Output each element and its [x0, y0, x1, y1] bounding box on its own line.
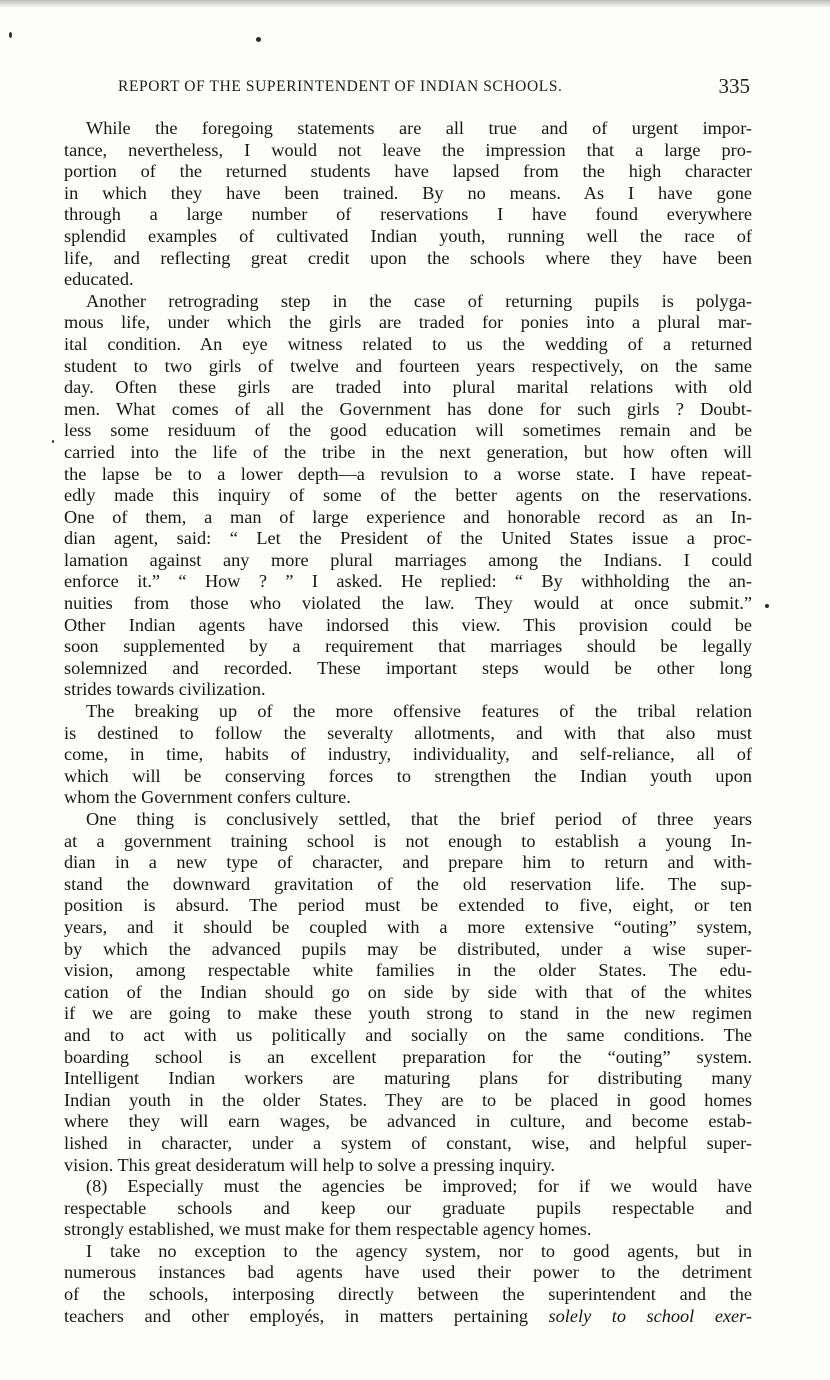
- line-text: dian agent, said: “ Let the President of the United States issue a proc-: [64, 528, 752, 549]
- line-text: solemnized and recorded. These important steps would be other long: [64, 657, 752, 678]
- text-line: [64, 917, 752, 939]
- line-text: dian in a new type of character, and prepare him to return and with-: [64, 852, 752, 873]
- text-line: [64, 679, 752, 701]
- line-text: and to act with us politically and socially on the same conditions. The: [64, 1024, 752, 1045]
- text-line: [64, 1241, 752, 1263]
- line-text: where they will earn wages, be advanced in culture, and become estab-: [64, 1111, 752, 1132]
- text-line: [64, 399, 752, 421]
- line-text: boarding school is an excellent preparation for the “outing” system.: [64, 1046, 752, 1067]
- paragraph: [64, 1176, 752, 1241]
- text-line: [64, 1219, 752, 1241]
- scan-speck: [52, 440, 54, 443]
- text-line: [64, 291, 752, 313]
- paragraph: [64, 291, 752, 701]
- text-line: [64, 787, 752, 809]
- text-line: [64, 312, 752, 334]
- text-line: [64, 1133, 752, 1155]
- paragraph: [64, 701, 752, 809]
- line-text: day. Often these girls are traded into plural marital relations with old: [64, 377, 752, 398]
- text-line: [64, 485, 752, 507]
- text-line: [64, 960, 752, 982]
- text-line: [64, 377, 752, 399]
- text-line: [64, 183, 752, 205]
- text-line: [64, 982, 752, 1004]
- line-text: numerous instances bad agents have used their power to the detriment: [64, 1262, 752, 1283]
- line-text: enforce it.” “ How ? ” I asked. He replied: “ By withholding the an-: [64, 571, 752, 592]
- text-line: [64, 1003, 752, 1025]
- line-text: nuities from those who violated the law. They would at once submit.”: [64, 593, 752, 614]
- text-line: [64, 1155, 752, 1177]
- text-line: [64, 1090, 752, 1112]
- scan-speck: [256, 37, 261, 42]
- paragraph: [64, 1241, 752, 1327]
- line-text: at a government training school is not enough to establish a young In-: [64, 830, 752, 851]
- text-line: [64, 161, 752, 183]
- text-line: [64, 593, 752, 615]
- line-text: vision, among respectable white families in the older States. The edu-: [64, 960, 752, 981]
- line-text: men. What comes of all the Government has done for such girls ? Doubt-: [64, 398, 752, 419]
- line-text: vision. This great desideratum will help to solve a pressing inquiry.: [64, 1154, 555, 1175]
- line-text: splendid examples of cultivated Indian youth, running well the race of: [64, 225, 752, 246]
- text-line: [64, 1068, 752, 1090]
- paragraph: [64, 118, 752, 291]
- text-line: [64, 507, 752, 529]
- line-text: portion of the returned students have lapsed from the high character: [64, 161, 752, 182]
- scan-speck: [9, 32, 12, 38]
- line-text: soon supplemented by a requirement that marriages should be legally: [64, 636, 752, 657]
- line-text: whom the Government confers culture.: [64, 787, 351, 808]
- line-text: strongly established, we must make for them respectable agency homes.: [64, 1219, 592, 1240]
- text-line: [64, 1047, 752, 1069]
- line-text: Intelligent Indian workers are maturing plans for distributing many: [64, 1068, 752, 1089]
- line-text: edly made this inquiry of some of the better agents on the reservations.: [64, 485, 752, 506]
- paragraph: [64, 809, 752, 1176]
- line-text: teachers and other employés, in matters pertaining: [64, 1305, 528, 1326]
- line-text: Other Indian agents have indorsed this view. This provision could be: [64, 614, 752, 635]
- line-text: ital condition. An eye witness related to us the wedding of a returned: [64, 333, 752, 354]
- line-text: in which they have been trained. By no means. As I have gone: [64, 182, 752, 203]
- line-text: by which the advanced pupils may be distributed, under a wise super-: [64, 938, 752, 959]
- scan-speck: [765, 604, 769, 608]
- text-line: [64, 1284, 752, 1306]
- line-text: The breaking up of the more offensive features of the tribal relation: [86, 701, 752, 722]
- line-text: cation of the Indian should go on side by side with that of the whites: [64, 981, 752, 1002]
- italic-text: solely to school exer-: [548, 1305, 752, 1326]
- text-line: [64, 528, 752, 550]
- text-line: [64, 356, 752, 378]
- text-line: [64, 895, 752, 917]
- text-line: [64, 1025, 752, 1047]
- line-text: lamation against any more plural marriages among the Indians. I could: [64, 549, 752, 570]
- text-line: [64, 442, 752, 464]
- text-line: [64, 1198, 752, 1220]
- scan-top-edge: [0, 0, 830, 8]
- line-text: which will be conserving forces to strengthen the Indian youth upon: [64, 765, 752, 786]
- line-text: I take no exception to the agency system, nor to good agents, but in: [86, 1240, 752, 1261]
- line-text: Another retrograding step in the case of returning pupils is polyga-: [86, 290, 752, 311]
- running-header: [118, 74, 750, 100]
- line-text: carried into the life of the tribe in the next generation, but how often will: [64, 441, 752, 462]
- text-line: [64, 1262, 752, 1284]
- text-line: [64, 550, 752, 572]
- line-text: educated.: [64, 269, 134, 290]
- text-line: [64, 744, 752, 766]
- text-line: [64, 1111, 752, 1133]
- text-line: [64, 701, 752, 723]
- line-text: is destined to follow the severalty allotments, and with that also must: [64, 722, 752, 743]
- line-text: (8) Especially must the agencies be improved; for if we would have: [86, 1176, 752, 1197]
- page-number: 335: [718, 74, 750, 98]
- line-text: years, and it should be coupled with a more extensive “outing” system,: [64, 916, 752, 937]
- line-text: of the schools, interposing directly between the superintendent and the: [64, 1284, 752, 1305]
- text-line: [64, 874, 752, 896]
- line-text: mous life, under which the girls are traded for ponies into a plural mar-: [64, 312, 752, 333]
- line-text: tance, nevertheless, I would not leave the impression that a large pro-: [64, 139, 752, 160]
- text-line: [64, 118, 752, 140]
- text-line: [64, 939, 752, 961]
- text-line: [64, 723, 752, 745]
- header-title: REPORT OF THE SUPERINTENDENT OF INDIAN SCHOOLS.: [118, 78, 563, 95]
- line-text: position is absurd. The period must be extended to five, eight, or ten: [64, 895, 752, 916]
- text-line: [64, 766, 752, 788]
- text-line: [64, 636, 752, 658]
- line-text: life, and reflecting great credit upon the schools where they have been: [64, 247, 752, 268]
- text-line: [64, 334, 752, 356]
- line-text: One thing is conclusively settled, that the brief period of three years: [86, 809, 752, 829]
- text-line: [64, 571, 752, 593]
- text-line: [64, 1176, 752, 1198]
- line-text: less some residuum of the good education will sometimes remain and be: [64, 420, 752, 441]
- text-line: [64, 248, 752, 270]
- line-text: strides towards civilization.: [64, 679, 266, 700]
- line-text: come, in time, habits of industry, individuality, and self-reliance, all of: [64, 744, 752, 765]
- text-line: [64, 809, 752, 831]
- text-line: [64, 658, 752, 680]
- line-text: the lapse be to a lower depth—a revulsion to a worse state. I have repeat-: [64, 463, 752, 484]
- text-line: [64, 420, 752, 442]
- text-line: [64, 140, 752, 162]
- line-text: stand the downward gravitation of the old reservation life. The sup-: [64, 873, 752, 894]
- text-line: [64, 615, 752, 637]
- line-text: lished in character, under a system of constant, wise, and helpful super-: [64, 1132, 752, 1153]
- text-line: [64, 204, 752, 226]
- line-text: Indian youth in the older States. They are to be placed in good homes: [64, 1089, 752, 1110]
- text-line: [64, 831, 752, 853]
- line-text: through a large number of reservations I have found everywhere: [64, 204, 752, 225]
- text-line: [64, 464, 752, 486]
- text-line: [64, 269, 752, 291]
- text-line: [64, 226, 752, 248]
- text-line: [64, 852, 752, 874]
- line-text: if we are going to make these youth strong to stand in the new regimen: [64, 1003, 752, 1024]
- text-line: [64, 1306, 752, 1328]
- body-text: [64, 118, 752, 1327]
- line-text: respectable schools and keep our graduate pupils respectable and: [64, 1197, 752, 1218]
- line-text: While the foregoing statements are all true and of urgent impor-: [86, 118, 752, 138]
- line-text: student to two girls of twelve and fourteen years respectively, on the same: [64, 355, 752, 376]
- line-text: One of them, a man of large experience and honorable record as an In-: [64, 506, 752, 527]
